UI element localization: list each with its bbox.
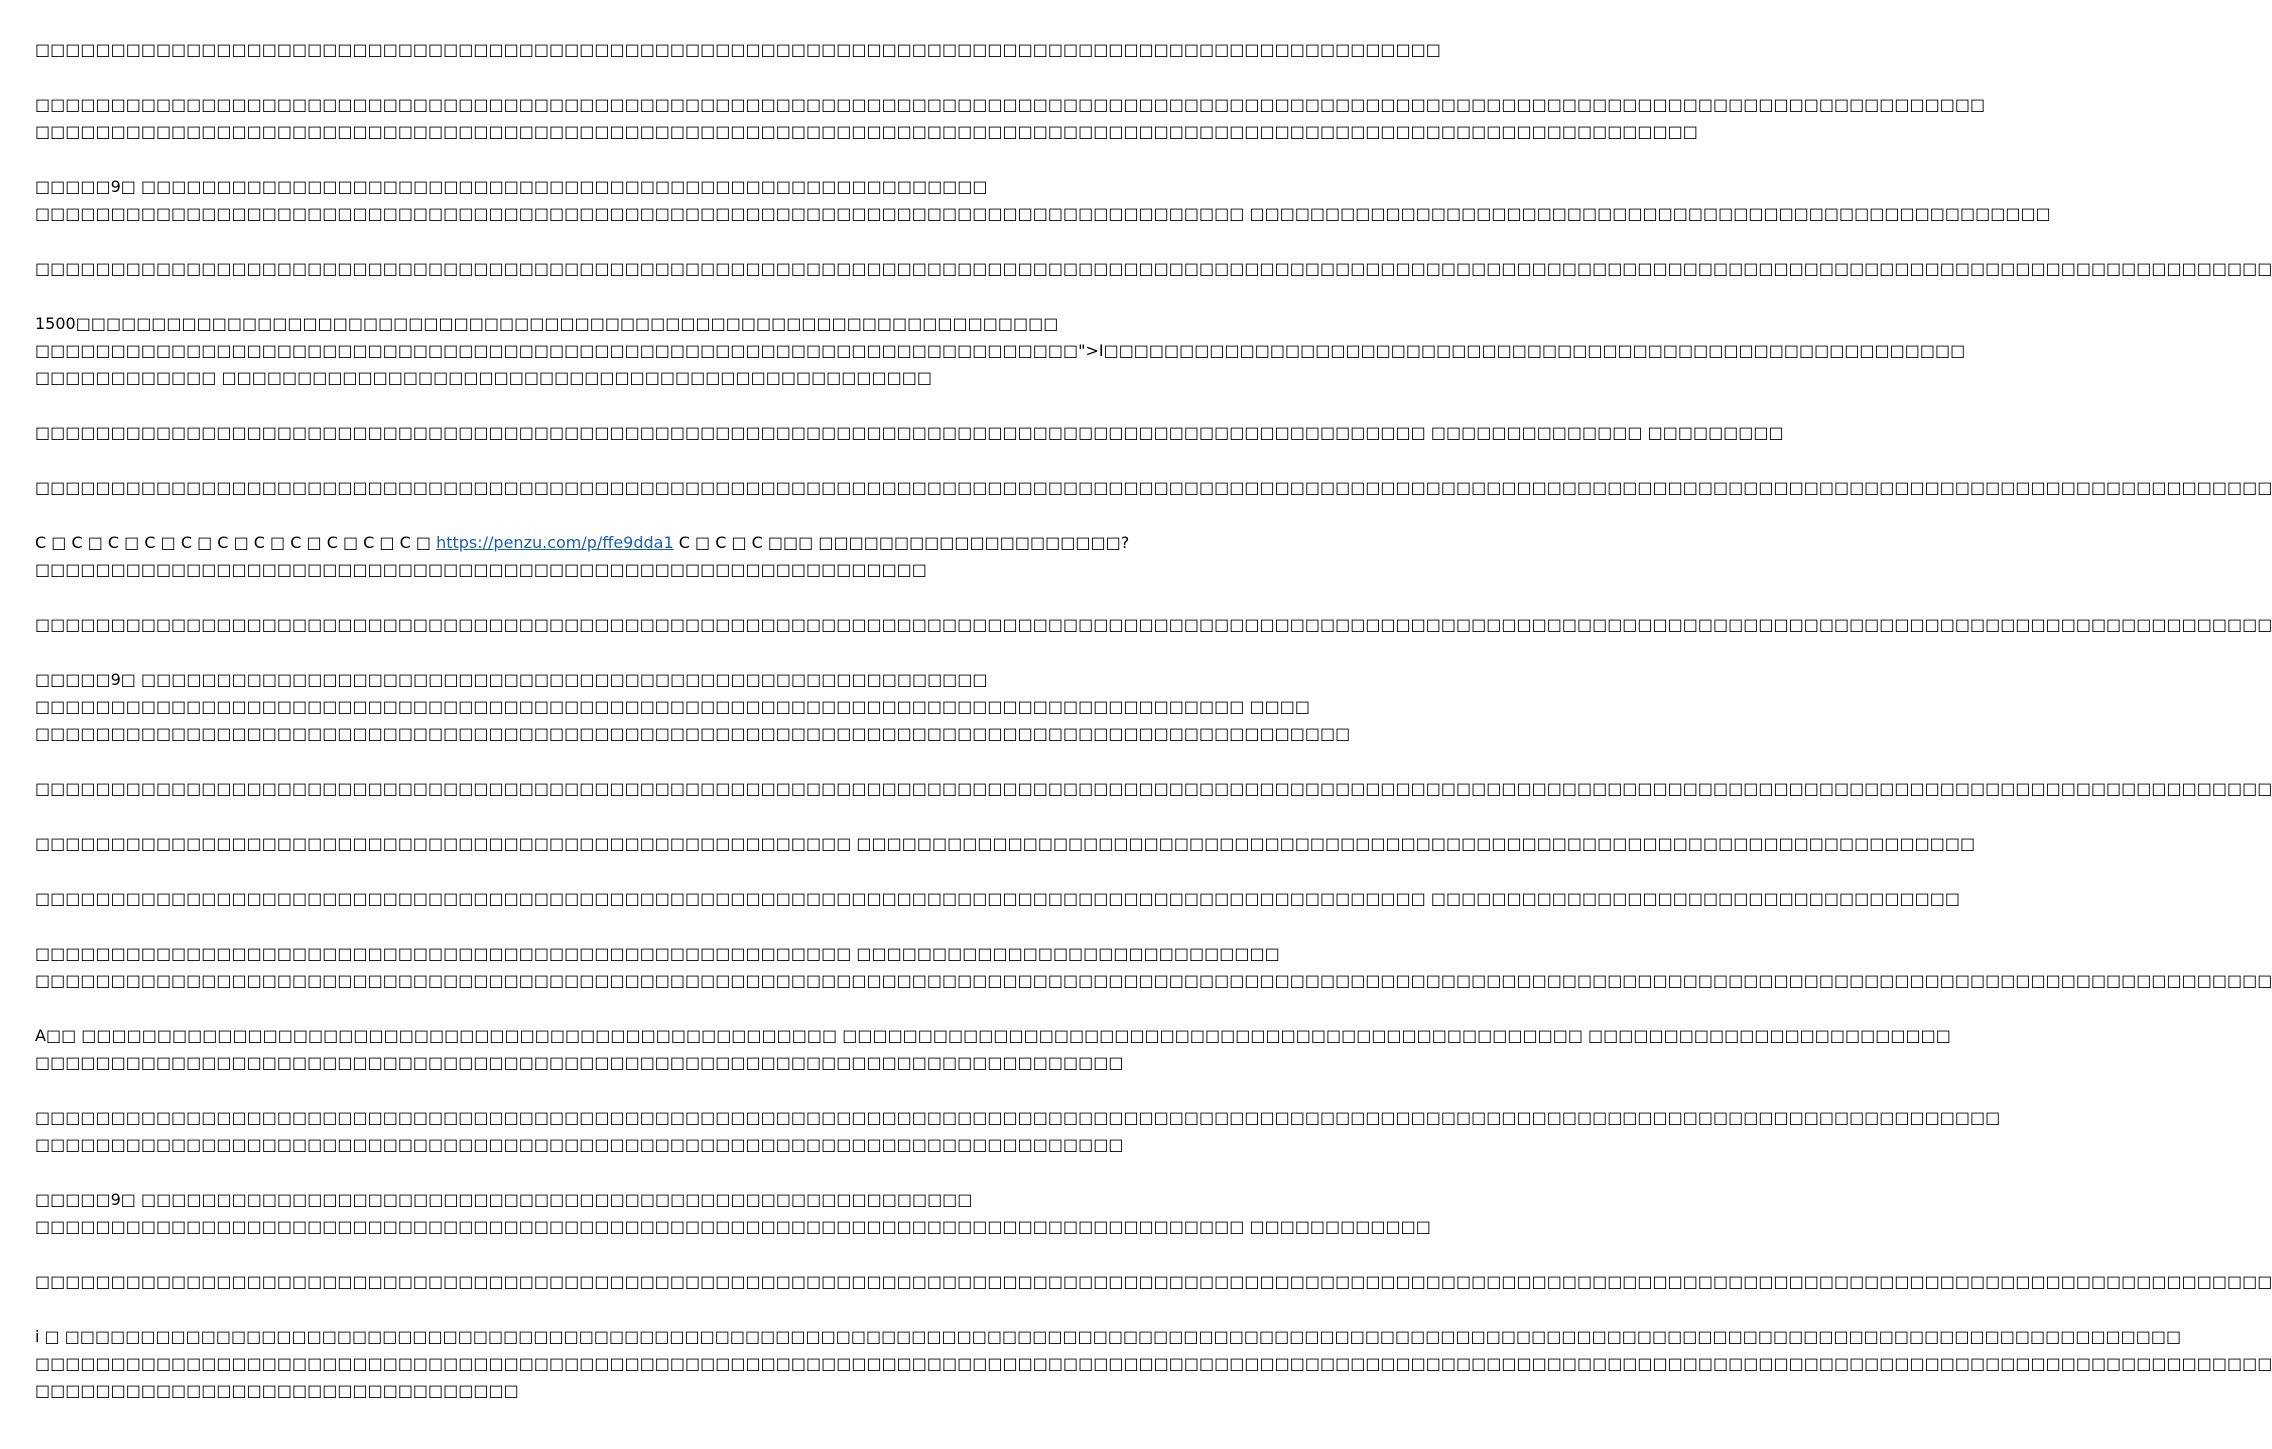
paragraph (35, 1186, 1431, 1240)
text-line: □□□□□□□□□□□□□□□□□□□□□□□□□□□□□□□□□□□□□□□□□□□□□□□□□□□□□□□□□□□□□□□□□□□□□□□□□□□□□□□□□□□□□□□□□□□□□□□□□□□□□□□□□□□□□□□□□□□□□□□□□□□□□□□□□□□□□□□□□□□□□□□□□□□□ (35, 1272, 2272, 1291)
text-line: □□□□□□□□□□□□□□□□□□□□□□□□□□□□□□□□□□□□□□□□□□□□□□□□□□□□□□□□□□□□□□□□□□□□□□□□□□□□□□□□□□□□□□□□□□□□ □□□□□□□□□□□□□□ □□□□□□□□□ (35, 423, 1784, 442)
paragraph (35, 885, 1960, 912)
paragraph (35, 91, 1986, 145)
text-line: □□□□□9□ □□□□□□□□□□□□□□□□□□□□□□□□□□□□□□□□□□□□□□□□□□□□□□□□□□□□□□□□ (35, 177, 988, 196)
text-line: □□□□□□□□□□□□□□□□□□□□□□□□□□□□□□□□□□□□□□□□□□□□□□□□□□□□□□□□□□□□□□□□□□□□□□□□□□□□□□□□□□□□□□□ (35, 724, 1351, 743)
paragraphs-before-link (35, 36, 2272, 501)
document-page (35, 36, 2272, 1432)
paragraph (35, 666, 1351, 747)
paragraphs-after-link (35, 611, 2272, 1404)
paragraph (35, 830, 1976, 857)
paragraph (35, 474, 2272, 501)
paragraph (35, 173, 2051, 227)
paragraph (35, 419, 1784, 446)
text-line: □□□□□□□□□□□□□□□□□□□□□□□□□□□□□□□□□□□□□□□□□□□□□□□□□□□□□□□□□□□□□□□□□□□□□□□□□□□□□□□□□□□□□□□□□□□□□□□□□□□□□□□□□□□□□□□□□□□□□□□□□□□□□□□□□□□□□□□□□□□□□□□□□□□□ (35, 1354, 2272, 1373)
link-paragraph (35, 529, 1130, 583)
penzu-link[interactable]: https://penzu.com/p/ffe9dda1 (436, 533, 674, 552)
text-line: □□□□□□□□□□□□□□□□□□□□□□□□□□□□□□□□□□□□□□□□□□□□□□□□□□□□□□□□□□□□□□□□□□□□□□□□□□□□□□□□□□□□□□□□□□□□□□□□□□□□□□□□□□□□□□□□□□□□□□□□□□□□□□□□□ (35, 95, 1986, 114)
text-line: □□□□□9□ □□□□□□□□□□□□□□□□□□□□□□□□□□□□□□□□□□□□□□□□□□□□□□□□□□□□□□□□ (35, 670, 988, 689)
paragraph (35, 310, 1966, 391)
link-line (35, 529, 1130, 556)
text-line: A□□ □□□□□□□□□□□□□□□□□□□□□□□□□□□□□□□□□□□□□□□□□□□□□□□□□□ □□□□□□□□□□□□□□□□□□□□□□□□□□□□□□□□□□□□□□□□□□□□□□□□□ □□□□□□□□□□□□□□□□□□□□□□□□ (35, 1026, 1951, 1045)
paragraph (35, 1323, 2272, 1404)
text-line: □□□□□□□□□□□□ □□□□□□□□□□□□□□□□□□□□□□□□□□□□□□□□□□□□□□□□□□□□□□□ (35, 368, 932, 387)
link-suffix: C □ C □ C □□□ □□□□□□□□□□□□□□□□□□□□? (673, 533, 1130, 552)
paragraph (35, 940, 2272, 994)
text-line: □□□□□□□□□□□□□□□□□□□□□□□□□□□□□□□□□□□□□□□□□□□□□□□□□□□□□□ □□□□□□□□□□□□□□□□□□□□□□□□□□□□ (35, 944, 1280, 963)
text-line: □□□□□□□□□□□□□□□□□□□□□□□□□□□□□□□□□□□□□□□□□□□□□□□□□□□□□□□□□□□□□□□□□□□□□□□□□□□□□□□□□□□□□□□□□□□□□□□□□□□□□□□□□□□□□□□□□□□□□□□□□□□□□□□□□□□□□□□□□□□□□□□□□□□□ (35, 478, 2272, 497)
text-line: □□□□□□□□□□□□□□□□□□□□□□□□□□□□□□□□□□□□□□□□□□□□□□□□□□□□□□□□□□□□□□□□□□□□□□□□□□□□□□□□□□□□□□□□□□□□□□□□□□□□□□□□□□□□□□□□□□□□□□□□□□□□□□□□□□□□□□□□□□□□□□□□□□□□ (35, 779, 2272, 798)
text-line: □□□□□□□□□□□□□□□□□□□□□□□□□□□□□□□□□□□□□□□□□□□□□□□□□□□□□□□□□□□□□□□□□□□□□□□□□□□□□□□□□□□□□□□□□□□□□□□□□□□□□□□□□□□□□□□□□□□□□□□□□□□□□□□□□□ (35, 1108, 2001, 1127)
text-line: □□□□□9□ □□□□□□□□□□□□□□□□□□□□□□□□□□□□□□□□□□□□□□□□□□□□□□□□□□□□□□□ (35, 1190, 973, 1209)
paragraph (35, 1268, 2272, 1295)
text-line: □□□□□□□□□□□□□□□□□□□□□□□□□□□□□□□□□□□□□□□□□□□□□□□□□□□□□□ □□□□□□□□□□□□□□□□□□□□□□□□□□□□□□□□□□□□□□□□□□□□□□□□□□□□□□□□□□□□□□□□□□□□□□□□□□ (35, 834, 1976, 853)
text-line: □□□□□□□□□□□□□□□□□□□□□□□□□□□□□□□□□□□□□□□□□□□□□□□□□□□□□□□□□□□□□□□□□□□□□">I□□□□□□□□□□□□□□□□□□□□□□□□□□□□□□□□□□□□□□□□□□□□□□□□□□□□□□□□□ (35, 341, 1966, 360)
text-line: □□□□□□□□□□□□□□□□□□□□□□□□□□□□□□□□□□□□□□□□□□□□□□□□□□□□□□□□□□□□□□□□□□□□□□□□ (35, 1135, 1124, 1154)
text-line: □□□□□□□□□□□□□□□□□□□□□□□□□□□□□□□□□□□□□□□□□□□□□□□□□□□□□□□□□□□□□□□□□□□□□□□□□□□□□□□□ □□□□□□□□□□□□ (35, 1217, 1431, 1236)
text-line: □□□□□□□□□□□□□□□□□□□□□□□□□□□□□□□□□□□□□□□□□□□□□□□□□□□□□□□□□□□□□□□□□□□□□□□□□□□□□□□□□□□□□□□□□□□□□□□□□□□□□□□□□□□□□□□□□□□□□□□□□□□□□□□□□□□□□□□□□□□□□□□□□□□□ (35, 971, 2272, 990)
text-line: □□□□□□□□□□□□□□□□□□□□□□□□□□□□□□□□□□□□□□□□□□□□□□□□□□□□□□□□□□□□□□□□□□□□□□□□□□□□□□□□□□□□□□□□□□□□□□□□□□□□□□□□□□□□□□□□□□□□□□□□□□□□□□□□□□□□□□□□□□□□□□□□□□□□ (35, 259, 2272, 278)
text-line: □□□□□□□□□□□□□□□□□□□□□□□□□□□□□□□□□□□□□□□□□□□□□□□□□□□□□□□□□□□□□□□□□□□□□□□□ (35, 1053, 1124, 1072)
link-prefix: C □ C □ C □ C □ C □ C □ C □ C □ C □ C □ C □ (35, 533, 437, 552)
text-line: 1500□□□□□□□□□□□□□□□□□□□□□□□□□□□□□□□□□□□□□□□□□□□□□□□□□□□□□□□□□□□□□□□□□ (35, 314, 1059, 333)
paragraph (35, 1022, 1951, 1076)
paragraph (35, 611, 2272, 638)
text-line: □□□□□□□□□□□□□□□□□□□□□□□□□□□□□□□□□□□□□□□□□□□□□□□□□□□□□□□□□□□□□□□□□□□□□□□□□□□□□□□□ □□□□ (35, 697, 1310, 716)
text-line: □□□□□□□□□□□□□□□□□□□□□□□□□□□□□□□□□□□□□□□□□□□□□□□□□□□□□□□□□□□□□□□□□□□□□□□□□□□□□□□□□□□□□□□□□□□□ □□□□□□□□□□□□□□□□□□□□□□□□□□□□□□□□□□□ (35, 889, 1960, 908)
paragraph (35, 775, 2272, 802)
text-line: □□□□□□□□□□□□□□□□□□□□□□□□□□□□□□□□ (35, 1381, 519, 1400)
paragraph (35, 255, 2272, 282)
text-line: □□□□□□□□□□□□□□□□□□□□□□□□□□□□□□□□□□□□□□□□□□□□□□□□□□□□□□□□□□□□□□□□□□□□□□□□□□□□□□□□□□□□□□□□□□□□□□□□□□□□□□□□□□□□□□ (35, 122, 1698, 141)
text-line: □□□□□□□□□□□□□□□□□□□□□□□□□□□□□□□□□□□□□□□□□□□□□□□□□□□□□□□□□□□□□□□□□□□□□□□□□□□□□□□□□□□□□□□□□□□□□ (35, 40, 1441, 59)
text-line: □□□□□□□□□□□□□□□□□□□□□□□□□□□□□□□□□□□□□□□□□□□□□□□□□□□□□□□□□□□□□□□□□□□□□□□□□□□□□□□□ □□□□□□□□□□□□□□□□□□□□□□□□□□□□□□□□□□□□□□□□□□□□□□□□□□□□□ (35, 204, 2051, 223)
paragraph (35, 36, 1441, 63)
text-line: □□□□□□□□□□□□□□□□□□□□□□□□□□□□□□□□□□□□□□□□□□□□□□□□□□□□□□□□□□□□□□□□□□□□□□□□□□□□□□□□□□□□□□□□□□□□□□□□□□□□□□□□□□□□□□□□□□□□□□□□□□□□□□□□□□□□□□□□□□□□□□□□□□□□ (35, 615, 2272, 634)
link-paragraph-second-line: □□□□□□□□□□□□□□□□□□□□□□□□□□□□□□□□□□□□□□□□□□□□□□□□□□□□□□□□□□□ (35, 560, 927, 579)
paragraph (35, 1104, 2001, 1158)
text-line: i □ □□□□□□□□□□□□□□□□□□□□□□□□□□□□□□□□□□□□□□□□□□□□□□□□□□□□□□□□□□□□□□□□□□□□□□□□□□□□□□□□□□□□□□□□□□□□□□□□□□□□□□□□□□□□□□□□□□□□□□□□□□□□□□□□□□□□□□□□□□□□ (35, 1327, 2182, 1346)
